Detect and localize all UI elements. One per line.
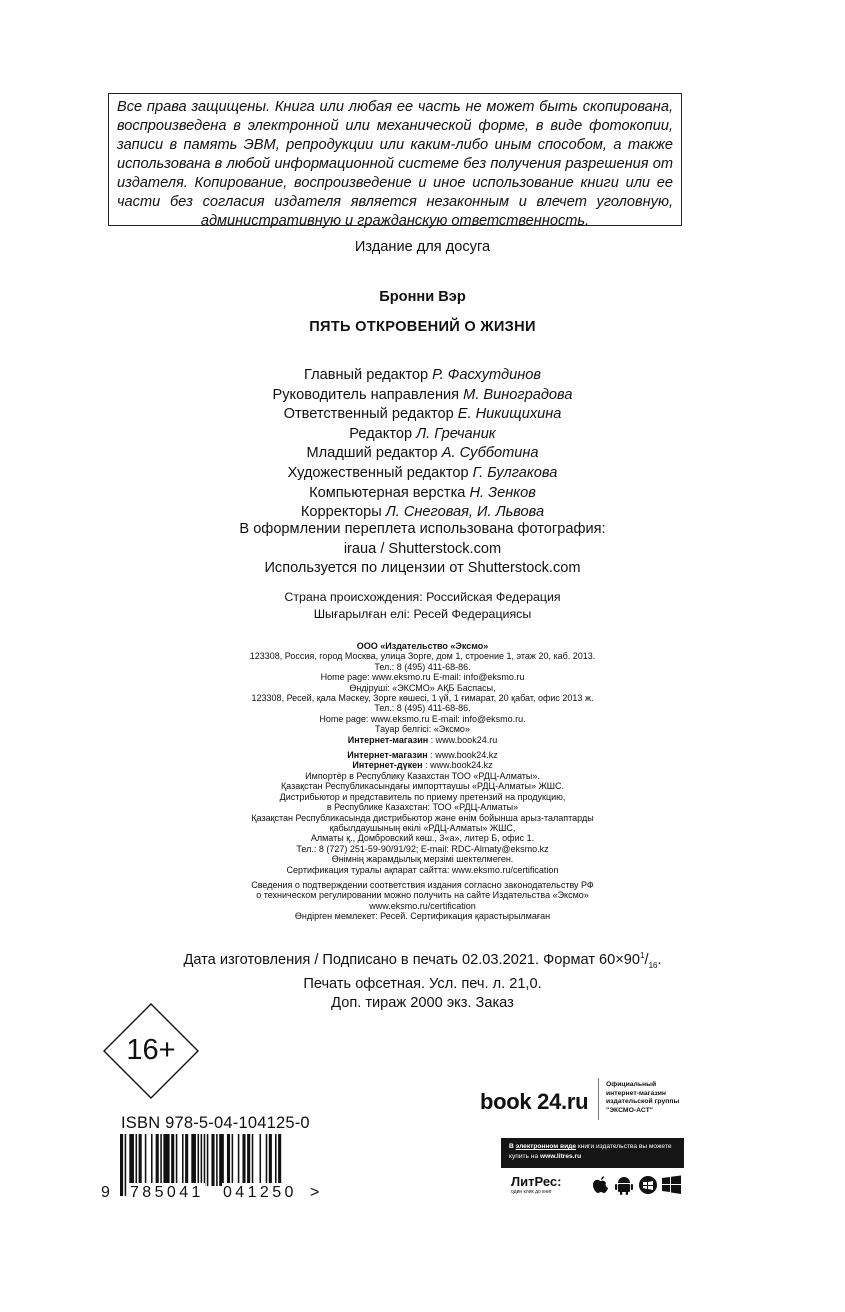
online-shop: Интернет-магазин : www.book24.ru <box>347 734 498 745</box>
almaty-phone: Тел.: 8 (727) 251-59-90/91/92; E-mail: RDC-Almaty@eksmo.kz <box>296 843 549 854</box>
credits-list <box>0 366 845 523</box>
distributor: в Республике Казахстан: ТОО «РДЦ-Алматы» <box>326 802 519 813</box>
barcode-bar <box>160 1134 162 1186</box>
barcode-bar <box>211 1134 214 1186</box>
barcode-bar <box>227 1134 230 1186</box>
barcode-bar <box>171 1134 174 1186</box>
credit-line: Редактор Л. Гречаник <box>349 425 496 442</box>
barcode-digits-right: 041250 <box>223 1184 297 1201</box>
credit-line: Главный редактор Р. Фасхутдинов <box>304 367 541 383</box>
android-icon <box>615 1177 633 1195</box>
imprint-line: Доп. тираж 2000 экз. Заказ <box>331 994 514 1011</box>
barcode-bar <box>207 1134 209 1186</box>
publisher-phone: Тел.: 8 (495) 411-68-86. <box>374 661 471 672</box>
barcode-bar <box>136 1134 138 1186</box>
publisher-name: ООО «Издательство «Эксмо» <box>356 641 489 651</box>
barcode-bar <box>120 1134 123 1196</box>
barcode-bar <box>275 1134 277 1186</box>
isbn: ISBN 978-5-04-104125-0 <box>121 1114 310 1132</box>
barcode-bar <box>247 1134 250 1186</box>
conformity-note: Өндірген мемлекет: Ресей. Сертификация қарастырылмаған <box>294 911 551 922</box>
importer-kz: Қазақстан Республикасындағы импорттаушы «РДЦ-Алматы» ЖШС. <box>280 781 565 792</box>
author: Бронни Вэр <box>379 289 466 305</box>
barcode-digits-left: 785041 <box>130 1184 204 1201</box>
barcode-digit-first: 9 <box>101 1184 110 1201</box>
origin-country <box>0 589 845 622</box>
barcode-bar <box>242 1134 245 1186</box>
age-rating: 16+ <box>126 1034 176 1066</box>
online-shop-kz2: Интернет-дүкен : www.book24.kz <box>352 760 493 771</box>
credit-line: Ответственный редактор Е. Никищихина <box>283 406 562 423</box>
windows-phone-icon <box>639 1176 657 1194</box>
litres-banner: В электронном виде книги издательства вы можете купить на www.litres.ru <box>501 1138 684 1168</box>
barcode-bar <box>266 1134 268 1186</box>
edition-type: Издание для досуга <box>354 239 491 255</box>
age-rating-badge <box>103 1003 199 1099</box>
litres-logo: ЛитРес: <box>511 1174 562 1189</box>
apple-icon <box>593 1176 608 1193</box>
barcode-bar <box>219 1134 224 1186</box>
photo-credit-line: В оформлении переплета использована фотография: <box>239 521 606 537</box>
barcode-bar <box>129 1134 134 1186</box>
importer: Импортёр в Республику Казахстан ТОО «РДЦ-Алматы». <box>305 770 540 781</box>
credit-line: Компьютерная верстка Н. Зенков <box>309 484 536 501</box>
origin-ru: Страна происхождения: Российская Федерация <box>284 590 561 604</box>
publisher-trademark: Тауар белгісі: «Эксмо» <box>375 724 470 735</box>
publisher-kz-producer: Өндіруші: «ЭКСМО» АҚБ Баспасы, <box>349 682 496 693</box>
conformity-note: о техническом регулировании можно получить на сайте Издательства «Эксмо» <box>256 890 589 901</box>
online-shop-kz: Интернет-магазин : www.book24.kz <box>347 750 498 761</box>
credit-line: Корректоры Л. Снеговая, И. Львова <box>300 504 545 521</box>
publisher-block <box>0 641 845 922</box>
barcode-bar <box>151 1134 153 1186</box>
barcode-bar <box>185 1134 188 1186</box>
publisher-kz-address: 123308, Ресей, қала Мәскеу, Зорге көшесі, 1 үй, 1 ғимарат, 20 қабат, офис 2013 ж. <box>251 693 594 704</box>
windows-icon <box>662 1176 681 1195</box>
platform-icons <box>590 1174 685 1196</box>
barcode-bar <box>156 1134 159 1186</box>
publisher-kz-phone: Тел.: 8 (495) 411-68-86. <box>374 703 471 714</box>
barcode-bar <box>269 1134 272 1186</box>
certification-kz: Сертификация туралы ақпарат сайтта: www.eksmo.ru/certification <box>286 864 559 875</box>
conformity-note: Сведения о подтверждении соответствия издания согласно законодательству РФ <box>251 879 594 890</box>
expiry-note: Өнімнің жарамдылық мерзімі шектелмеген. <box>331 854 514 865</box>
book24-logo: book 24.ru <box>480 1089 589 1114</box>
barcode-bar <box>252 1134 254 1186</box>
book24-tagline: Официальный интернет-магазин издательской группы "ЭКСМО-АСТ" <box>606 1081 680 1114</box>
publisher-web: Home page: www.eksmo.ru E-mail: info@eksmo.ru <box>320 672 525 683</box>
photo-credit-line: iraua / Shutterstock.com <box>343 540 502 557</box>
credit-line: Младший редактор А. Субботина <box>306 445 539 462</box>
barcode-bar <box>238 1134 240 1186</box>
barcode-bar <box>139 1134 142 1186</box>
book-title: ПЯТЬ ОТКРОВЕНИЙ О ЖИЗНИ <box>309 319 536 335</box>
barcode-bar <box>232 1134 234 1186</box>
almaty-address: Алматы қ., Домбровский көш., 3«а», литер Б, офис 1. <box>310 833 535 844</box>
imprint-line: Дата изготовления / Подписано в печать 02.03.2021. Формат $60\times 90^1/_{16}$. <box>183 951 662 970</box>
book24-divider <box>598 1078 599 1120</box>
credit-line: Художественный редактор Г. Булгакова <box>287 464 558 481</box>
barcode-bar <box>191 1134 196 1186</box>
litres-tagline: один клик до книг <box>511 1189 552 1195</box>
rights-notice: Все права защищены. Книга или любая ее часть не может быть скопирована, воспроизведена в электронной или механической форме, в виде фотокопии, записи в память ЭВМ, репродукции или каким-либо иным способом, а также использована в любой информационной системе без получения разрешения от издателя. Копирование, воспроизведение и иное использование книги или ее части без согласия издателя является незаконным и влечет уголовную, административную и гражданскую ответственность. <box>108 93 682 226</box>
barcode-bar <box>216 1134 218 1186</box>
barcode-bar <box>125 1134 127 1196</box>
barcode-bar <box>163 1134 169 1186</box>
photo-credit <box>0 520 845 579</box>
barcode-bar <box>260 1134 262 1186</box>
conformity-note: www.eksmo.ru/certification <box>369 900 476 911</box>
credit-line: Руководитель направления М. Виноградова <box>272 386 573 403</box>
distributor-kz: Қазақстан Республикасында дистрибьютор және өнім бойынша арыз-талаптарды <box>251 812 594 823</box>
origin-kz: Шығарылған елі: Ресей Федерациясы <box>313 606 532 621</box>
barcode-digit-end: > <box>310 1184 320 1201</box>
barcode-bar <box>176 1134 178 1186</box>
barcode-bar <box>182 1134 184 1186</box>
publisher-kz-web: Home page: www.eksmo.ru E-mail: info@eksmo.ru. <box>319 713 526 724</box>
publisher-address: 123308, Россия, город Москва, улица Зорге, дом 1, строение 1, этаж 20, каб. 2013. <box>249 651 596 662</box>
barcode-bar <box>204 1134 206 1186</box>
distributor-kz: қабылдаушының өкілі «РДЦ-Алматы» ЖШС, <box>329 822 516 833</box>
barcode-bar <box>145 1134 147 1186</box>
imprint-line: Печать офсетная. Усл. печ. л. 21,0. <box>303 975 542 992</box>
photo-credit-line: Используется по лицензии от Shutterstock.com <box>264 560 581 577</box>
distributor: Дистрибьютор и представитель по приему претензий на продукцию, <box>279 791 566 802</box>
